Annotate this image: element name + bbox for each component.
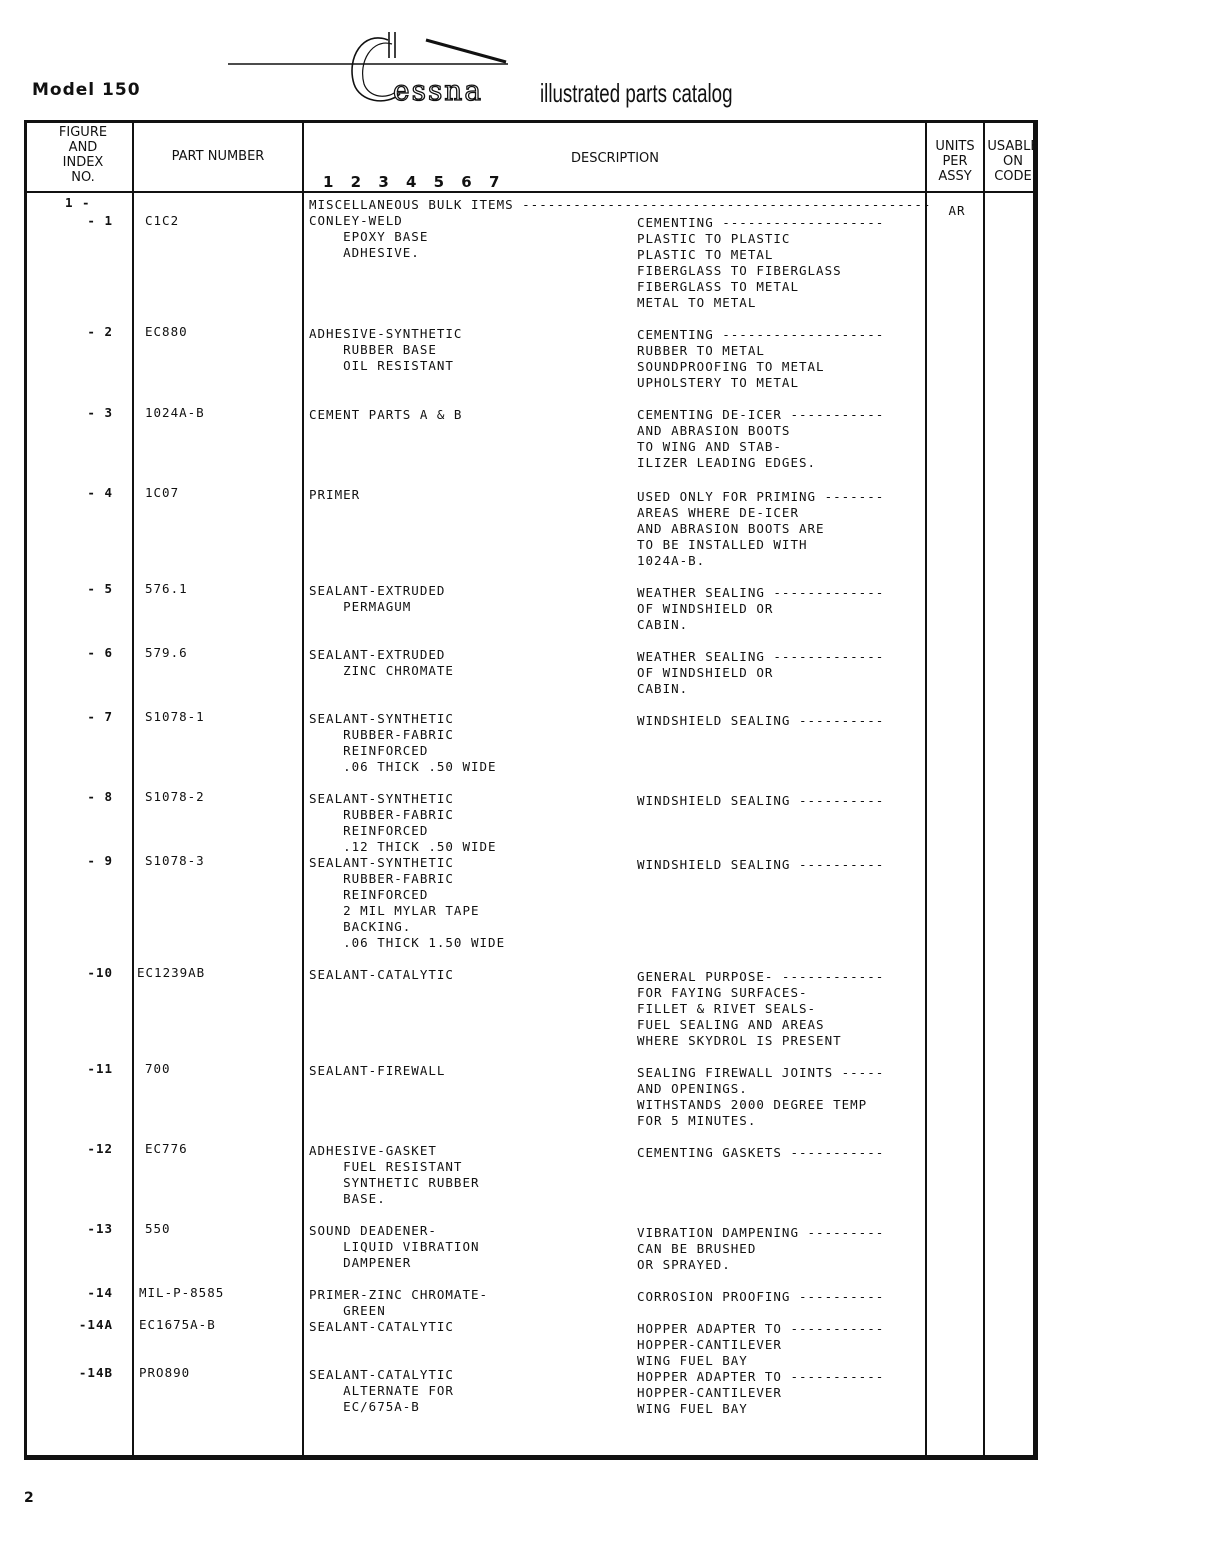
- row-index: - 2: [87, 324, 113, 339]
- row-part-number: 550: [145, 1221, 171, 1236]
- row-part-number: S1078-1: [145, 709, 205, 724]
- row-index: - 6: [87, 645, 113, 660]
- row-part-number: 1C07: [145, 485, 180, 500]
- row-description: CONLEY-WELD EPOXY BASE ADHESIVE.: [309, 213, 429, 260]
- row-usage-note: HOPPER ADAPTER TO ----------- HOPPER-CANTILEVER WING FUEL BAY: [637, 1369, 885, 1416]
- header-usable-on-code: USABLE ON CODE: [987, 139, 1039, 184]
- row-description: SEALANT-CATALYTIC: [309, 967, 454, 982]
- col-divider: [983, 123, 985, 1455]
- row-part-number: EC776: [145, 1141, 188, 1156]
- row-usage-note: CEMENTING ------------------- PLASTIC TO PLASTIC PLASTIC TO METAL FIBERGLASS TO FIBERGLASS FIBERGLASS TO METAL METAL TO METAL: [637, 215, 885, 310]
- row-description: SEALANT-EXTRUDED ZINC CHROMATE: [309, 647, 454, 678]
- header-rule: [27, 191, 1033, 193]
- row-index: -14: [87, 1285, 113, 1300]
- row-description: PRIMER-ZINC CHROMATE- GREEN: [309, 1287, 489, 1318]
- row-usage-note: WEATHER SEALING ------------- OF WINDSHIELD OR CABIN.: [637, 585, 885, 632]
- page-number: 2: [24, 1490, 34, 1506]
- row-usage-note: USED ONLY FOR PRIMING ------- AREAS WHERE DE-ICER AND ABRASION BOOTS ARE TO BE INSTALLED WITH 1024A-B.: [637, 489, 885, 568]
- col-divider: [925, 123, 927, 1455]
- col-divider: [302, 123, 304, 1455]
- row-description: SEALANT-SYNTHETIC RUBBER-FABRIC REINFORCED .06 THICK .50 WIDE: [309, 711, 497, 774]
- row-part-number: S1078-2: [145, 789, 205, 804]
- row-description: SEALANT-FIREWALL: [309, 1063, 446, 1078]
- row-index: -11: [87, 1061, 113, 1076]
- row-part-number: 579.6: [145, 645, 188, 660]
- row-usage-note: CEMENTING GASKETS -----------: [637, 1145, 885, 1160]
- row-part-number: EC1675A-B: [139, 1317, 216, 1332]
- cessna-logo: [228, 28, 733, 118]
- row-usage-note: SEALING FIREWALL JOINTS ----- AND OPENINGS. WITHSTANDS 2000 DEGREE TEMP FOR 5 MINUTES.: [637, 1065, 885, 1128]
- row-index: -10: [87, 965, 113, 980]
- catalog-subtitle: illustrated parts catalog: [540, 78, 733, 108]
- model-label: Model 150: [32, 80, 141, 100]
- row-part-number: PRO890: [139, 1365, 191, 1380]
- row-index: - 5: [87, 581, 113, 596]
- row-part-number: 700: [145, 1061, 171, 1076]
- header-indent-digits: 1 2 3 4 5 6 7: [323, 173, 506, 191]
- row-index: -12: [87, 1141, 113, 1156]
- row-usage-note: GENERAL PURPOSE- ------------ FOR FAYING SURFACES- FILLET & RIVET SEALS- FUEL SEALING AND AREAS WHERE SKYDROL IS PRESENT: [637, 969, 885, 1048]
- row-usage-note: VIBRATION DAMPENING --------- CAN BE BRUSHED OR SPRAYED.: [637, 1225, 885, 1272]
- row-description: SEALANT-EXTRUDED PERMAGUM: [309, 583, 446, 614]
- row-usage-note: WINDSHIELD SEALING ----------: [637, 857, 885, 872]
- row-index: - 3: [87, 405, 113, 420]
- row-description: ADHESIVE-GASKET FUEL RESISTANT SYNTHETIC RUBBER BASE.: [309, 1143, 480, 1206]
- brand-wordmark: essna: [393, 74, 484, 107]
- col-divider: [132, 123, 134, 1455]
- row-part-number: 576.1: [145, 581, 188, 596]
- row-usage-note: CORROSION PROOFING ----------: [637, 1289, 885, 1304]
- row-index: - 8: [87, 789, 113, 804]
- row-part-number: S1078-3: [145, 853, 205, 868]
- row-part-number: EC1239AB: [137, 965, 206, 980]
- row-index: - 4: [87, 485, 113, 500]
- row-description: ADHESIVE-SYNTHETIC RUBBER BASE OIL RESISTANT: [309, 326, 463, 373]
- row-index: 1 -: [65, 195, 91, 210]
- row-index: - 7: [87, 709, 113, 724]
- row-description: PRIMER: [309, 487, 361, 502]
- row-usage-note: WEATHER SEALING ------------- OF WINDSHIELD OR CABIN.: [637, 649, 885, 696]
- header-part-number: PART NUMBER: [171, 149, 265, 164]
- row-description: SOUND DEADENER- LIQUID VIBRATION DAMPENER: [309, 1223, 480, 1270]
- row-part-number: EC880: [145, 324, 188, 339]
- row-part-number: 1024A-B: [145, 405, 205, 420]
- header-figure-index: FIGURE AND INDEX NO.: [58, 125, 108, 185]
- parts-table: [24, 120, 1038, 1460]
- row-description: SEALANT-CATALYTIC ALTERNATE FOR EC/675A-B: [309, 1367, 454, 1414]
- row-index: -13: [87, 1221, 113, 1236]
- row-description: SEALANT-SYNTHETIC RUBBER-FABRIC REINFORCED 2 MIL MYLAR TAPE BACKING. .06 THICK 1.50 WIDE: [309, 855, 506, 950]
- row-part-number: C1C2: [145, 213, 180, 228]
- row-description: SEALANT-SYNTHETIC RUBBER-FABRIC REINFORCED .12 THICK .50 WIDE: [309, 791, 497, 854]
- row-description: SEALANT-CATALYTIC: [309, 1319, 454, 1334]
- header-description: DESCRIPTION: [571, 151, 659, 166]
- row-usage-note: CEMENTING ------------------- RUBBER TO METAL SOUNDPROOFING TO METAL UPHOLSTERY TO METAL: [637, 327, 885, 390]
- row-index: - 1: [87, 213, 113, 228]
- row-usage-note: HOPPER ADAPTER TO ----------- HOPPER-CANTILEVER WING FUEL BAY: [637, 1321, 885, 1368]
- row-usage-note: WINDSHIELD SEALING ----------: [637, 793, 885, 808]
- row-units: AR: [948, 203, 966, 218]
- row-description: MISCELLANEOUS BULK ITEMS ------------------------------------------------: [309, 197, 932, 212]
- row-usage-note: CEMENTING DE-ICER ----------- AND ABRASION BOOTS TO WING AND STAB- ILIZER LEADING EDGES.: [637, 407, 885, 470]
- row-index: - 9: [87, 853, 113, 868]
- row-index: -14A: [78, 1317, 113, 1332]
- header-units-per-assy: UNITS PER ASSY: [935, 139, 975, 184]
- row-part-number: MIL-P-8585: [139, 1285, 225, 1300]
- row-usage-note: WINDSHIELD SEALING ----------: [637, 713, 885, 728]
- row-description: CEMENT PARTS A & B: [309, 407, 463, 422]
- row-index: -14B: [78, 1365, 113, 1380]
